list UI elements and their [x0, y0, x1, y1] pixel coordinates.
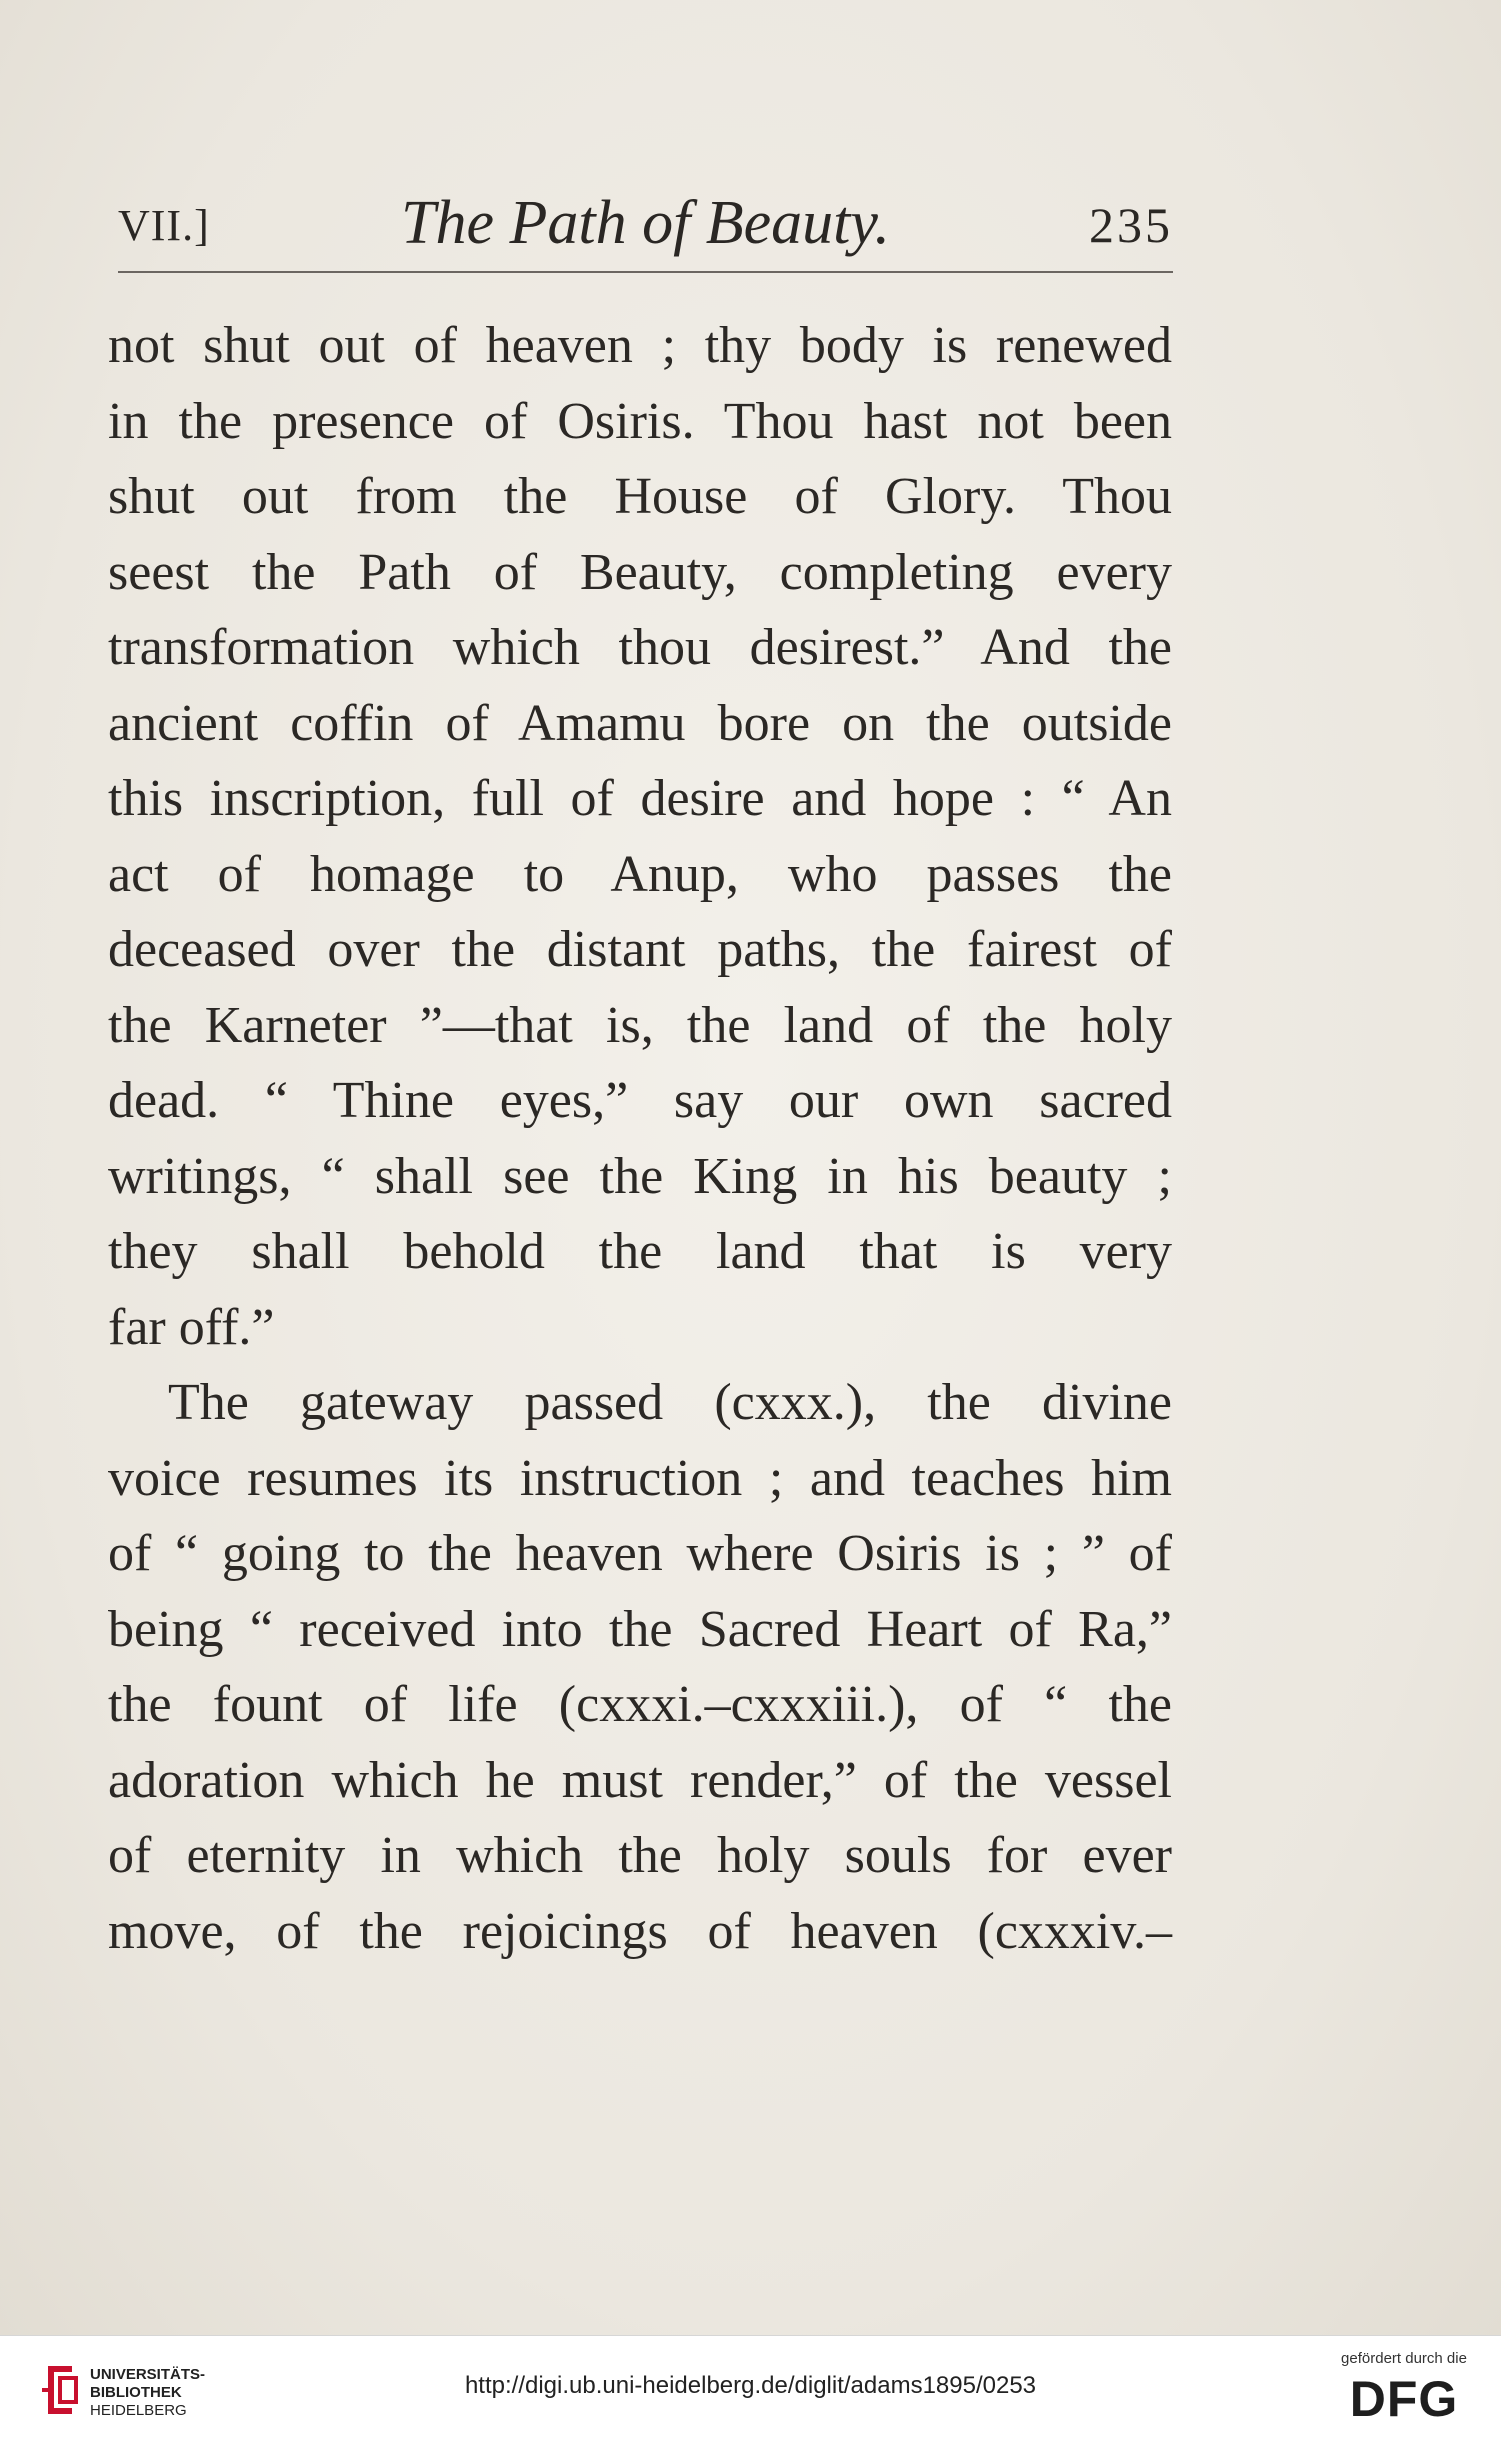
chapter-number: VII.] [118, 201, 210, 250]
dfg-logo-icon: DFG [1349, 2371, 1459, 2427]
text-line: of “ going to the heaven where Osiris is ; ” of [108, 1525, 1172, 1582]
text-line: transformation which thou desirest.” And the [108, 619, 1172, 676]
text-line: deceased over the distant paths, the fairest of [108, 921, 1172, 978]
text-line: The gateway passed (cxxx.), the divine [168, 1374, 1172, 1431]
text-line: adoration which he must render,” of the vessel [108, 1751, 1172, 1809]
text-line: ancient coffin of Amamu bore on the outside [108, 694, 1172, 752]
library-name-line: UNIVERSITÄTS- [90, 2366, 206, 2383]
permalink-url[interactable]: http://digi.ub.uni-heidelberg.de/diglit/adams1895/0253 [464, 2372, 1037, 2399]
text-line: seest the Path of Beauty, completing every [108, 543, 1172, 601]
funding-credit [1329, 2350, 1479, 2427]
page-header [118, 188, 1173, 258]
text-line: of eternity in which the holy souls for ever [108, 1827, 1172, 1884]
text-line: this inscription, full of desire and hope : “ An [108, 770, 1172, 827]
funding-label: gefördert durch die [1341, 2350, 1467, 2367]
text-line: act of homage to Anup, who passes the [108, 845, 1172, 903]
text-line: voice resumes its instruction ; and teaches him [108, 1449, 1172, 1507]
page-number: 235 [1089, 197, 1173, 253]
text-line: writings, “ shall see the King in his beauty ; [108, 1147, 1172, 1205]
body-text [108, 308, 1172, 1969]
text-line: the fount of life (cxxxi.–cxxxiii.), of “ the [108, 1676, 1172, 1733]
library-name-line: HEIDELBERG [90, 2402, 187, 2419]
text-line: far off.” [108, 1298, 275, 1356]
text-line: dead. “ Thine eyes,” say our own sacred [108, 1072, 1172, 1129]
text-line: shut out from the House of Glory. Thou [108, 468, 1172, 525]
running-title: The Path of Beauty. [400, 189, 891, 257]
text-line: move, of the rejoicings of heaven (cxxxiv.– [108, 1902, 1172, 1960]
header-rule [118, 271, 1173, 273]
text-line: the Karneter ”—that is, the land of the holy [108, 996, 1172, 1054]
text-line: being “ received into the Sacred Heart of Ra,” [108, 1600, 1172, 1658]
text-line: not shut out of heaven ; thy body is renewed [108, 317, 1172, 374]
text-line: in the presence of Osiris. Thou hast not been [108, 392, 1172, 450]
text-line: they shall behold the land that is very [108, 1223, 1172, 1280]
library-name-line: BIBLIOTHEK [90, 2384, 182, 2401]
